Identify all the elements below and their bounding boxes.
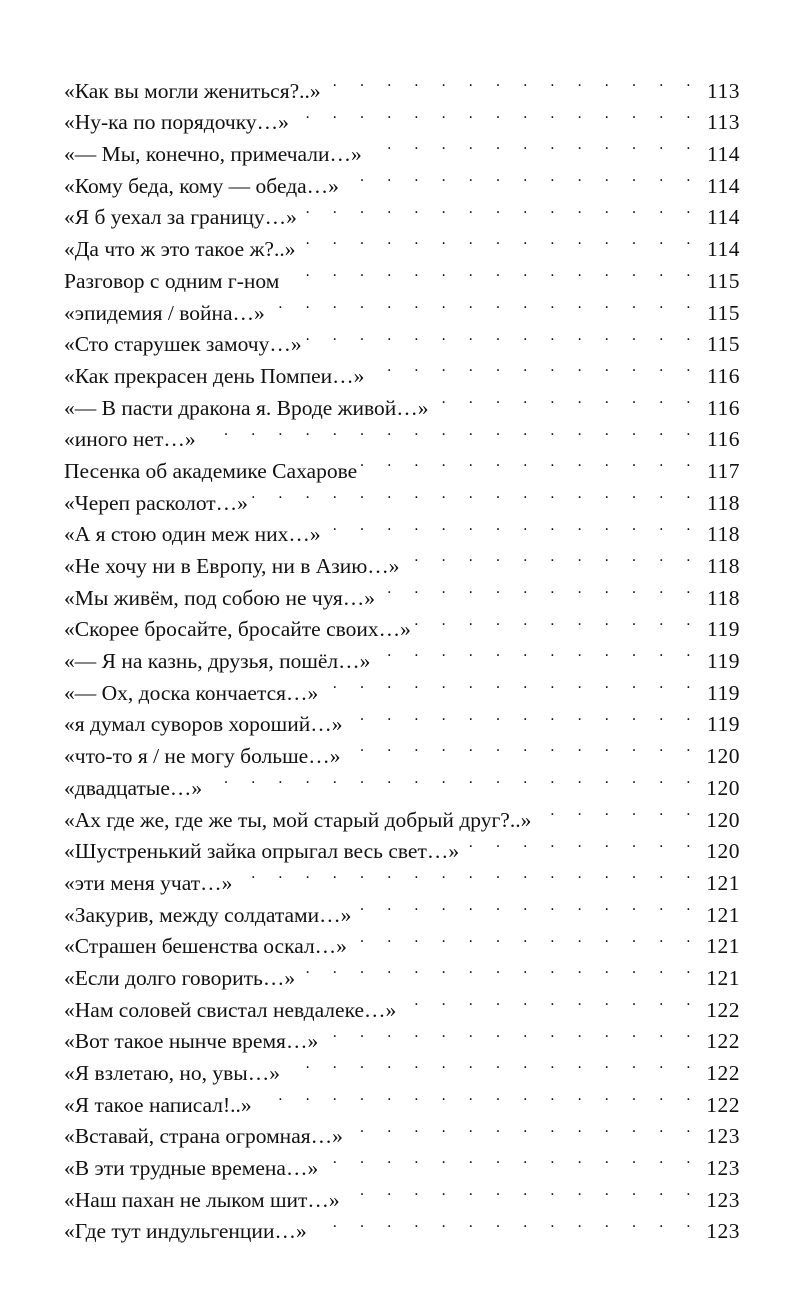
dot-leader	[284, 1048, 700, 1080]
toc-entry-page-number: 114	[707, 173, 740, 198]
toc-entry-title: «В эти трудные времена…»	[64, 1156, 319, 1181]
toc-entry-title: «я думал суворов хороший…»	[64, 712, 343, 737]
toc-entry-page-number: 114	[707, 205, 740, 230]
toc-entry-title: «Мы живём, под собою не чуя…»	[64, 585, 376, 610]
toc-entry-page-number: 121	[706, 870, 740, 895]
toc-entry-page-number: 116	[707, 395, 740, 420]
toc-entry-title: Песенка об академике Сахарове	[64, 458, 358, 483]
toc-entry-page-number: 121	[706, 934, 740, 959]
toc-entry-title: «Если долго говорить…»	[64, 965, 296, 990]
dot-leader	[306, 320, 700, 352]
dot-leader	[206, 763, 700, 795]
toc-entry-title: «Закурив, между солдатами…»	[64, 902, 352, 927]
dot-leader	[236, 858, 700, 890]
dot-leader	[355, 890, 700, 922]
toc-entry-page-number: 116	[707, 363, 740, 388]
dot-leader	[293, 98, 700, 130]
toc-entry-title: «Как вы могли жениться?..»	[64, 78, 321, 103]
toc-entry-page-number: 119	[707, 680, 740, 705]
toc-entry-page-number: 122	[706, 1029, 740, 1054]
dot-leader	[404, 541, 700, 573]
toc-entry-title: «Череп расколот…»	[64, 490, 248, 515]
dot-leader	[379, 573, 700, 605]
toc-entry-page-number: 123	[706, 1124, 740, 1149]
toc-entry-title: «А я стою один меж них…»	[64, 522, 321, 547]
toc-entry-title: «эти меня учат…»	[64, 870, 233, 895]
toc-entry-title: «Ну-ка по порядочку…»	[64, 110, 289, 135]
toc-entry-title: «эпидемия / война…»	[64, 300, 265, 325]
dot-leader	[325, 510, 700, 542]
dot-leader	[252, 478, 700, 510]
dot-leader	[299, 224, 700, 256]
toc-entry-title: «Вот такое нынче время…»	[64, 1029, 319, 1054]
dot-leader	[361, 446, 700, 478]
toc-entry-title: «Я такое написал!..»	[64, 1092, 252, 1117]
toc-entry-title: «Я взлетаю, но, увы…»	[64, 1061, 280, 1085]
toc-entry-title: «Как прекрасен день Помпеи…»	[64, 363, 365, 388]
dot-leader	[368, 351, 700, 383]
dot-leader	[344, 731, 700, 763]
dot-leader	[283, 256, 700, 288]
dot-leader	[351, 922, 700, 954]
toc-entry-title: «иного нет…»	[64, 427, 196, 452]
toc-entry-page-number: 118	[707, 522, 740, 547]
dot-leader	[301, 193, 700, 225]
toc-entry	[64, 66, 740, 103]
table-of-contents	[64, 66, 740, 1244]
dot-leader	[343, 161, 700, 193]
toc-entry-title: «— Мы, конечно, примечали…»	[64, 142, 362, 167]
toc-entry-title: «Ах где же, где же ты, мой старый добрый друг?..»	[64, 807, 532, 832]
dot-leader	[269, 288, 700, 320]
dot-leader	[433, 383, 700, 415]
toc-entry-page-number: 120	[706, 775, 740, 800]
toc-entry-page-number: 119	[707, 649, 740, 674]
dot-leader	[322, 1017, 700, 1049]
toc-entry-title: «Вставай, страна огромная…»	[64, 1124, 343, 1149]
toc-entry-page-number: 121	[706, 965, 740, 990]
dot-leader	[347, 700, 700, 732]
toc-entry-page-number: 120	[706, 839, 740, 864]
dot-leader	[344, 1175, 700, 1207]
dot-leader	[374, 636, 700, 668]
toc-entry-page-number: 118	[707, 585, 740, 610]
toc-entry-page-number: 123	[706, 1187, 740, 1212]
toc-entry-title: «Сто старушек замочу…»	[64, 332, 302, 357]
toc-entry-title: «Не хочу ни в Европу, ни в Азию…»	[64, 554, 400, 578]
toc-entry-title: «Страшен бешенства оскал…»	[64, 934, 347, 959]
toc-entry-page-number: 115	[707, 332, 740, 357]
toc-entry-title: «Наш пахан не лыком шит…»	[64, 1187, 340, 1212]
toc-entry-page-number: 118	[707, 490, 740, 515]
toc-entry-title: «Нам соловей свистал невдалеке…»	[64, 997, 397, 1022]
dot-leader	[415, 605, 700, 637]
toc-entry-page-number: 113	[707, 110, 740, 135]
toc-entry-page-number: 115	[707, 300, 740, 325]
dot-leader	[325, 66, 700, 98]
dot-leader	[322, 668, 700, 700]
dot-leader	[366, 129, 700, 161]
toc-entry-title: «Я б уехал за границу…»	[64, 205, 297, 230]
toc-entry-page-number: 117	[707, 458, 740, 483]
dot-leader	[311, 1207, 700, 1239]
dot-leader	[347, 1112, 700, 1144]
toc-entry-title: «Кому беда, кому — обеда…»	[64, 173, 339, 198]
toc-entry-page-number: 119	[707, 617, 740, 642]
toc-entry-page-number: 118	[707, 554, 740, 578]
dot-leader	[256, 1080, 700, 1112]
toc-entry-page-number: 115	[707, 268, 740, 293]
toc-entry-title: «Шустренький зайка опрыгал весь свет…»	[64, 839, 460, 864]
toc-entry-title: «Скорее бросайте, бросайте своих…»	[64, 617, 411, 642]
toc-entry-page-number: 113	[707, 78, 740, 103]
toc-entry-page-number: 120	[706, 744, 740, 769]
toc-entry-page-number: 114	[707, 142, 740, 167]
toc-entry-page-number: 122	[706, 1061, 740, 1085]
toc-entry-title: «что-то я / не могу больше…»	[64, 744, 341, 769]
toc-entry-page-number: 121	[706, 902, 740, 927]
dot-leader	[200, 415, 700, 447]
dot-leader	[299, 953, 700, 985]
toc-entry-page-number: 122	[706, 1092, 740, 1117]
dot-leader	[535, 795, 700, 827]
dot-leader	[463, 827, 700, 859]
toc-entry-page-number: 114	[707, 237, 740, 262]
toc-entry-page-number: 116	[707, 427, 740, 452]
dot-leader	[400, 985, 700, 1017]
toc-entry-title: «— В пасти дракона я. Вроде живой…»	[64, 395, 429, 420]
toc-entry-title: «— Я на казнь, друзья, пошёл…»	[64, 649, 371, 674]
toc-entry-page-number: 122	[706, 997, 740, 1022]
toc-entry-page-number: 119	[707, 712, 740, 737]
toc-entry-title: «двадцатые…»	[64, 775, 203, 800]
toc-entry-page-number: 123	[706, 1156, 740, 1181]
toc-entry-title: Разговор с одним г-ном	[64, 268, 280, 293]
toc-entry-page-number: 123	[706, 1219, 740, 1244]
toc-entry-title: «Да что ж это такое ж?..»	[64, 237, 296, 262]
toc-entry-page-number: 120	[706, 807, 740, 832]
toc-entry-title: «Где тут индульгенции…»	[64, 1219, 307, 1244]
toc-entry-title: «— Ох, доска кончается…»	[64, 680, 319, 705]
dot-leader	[322, 1143, 700, 1175]
